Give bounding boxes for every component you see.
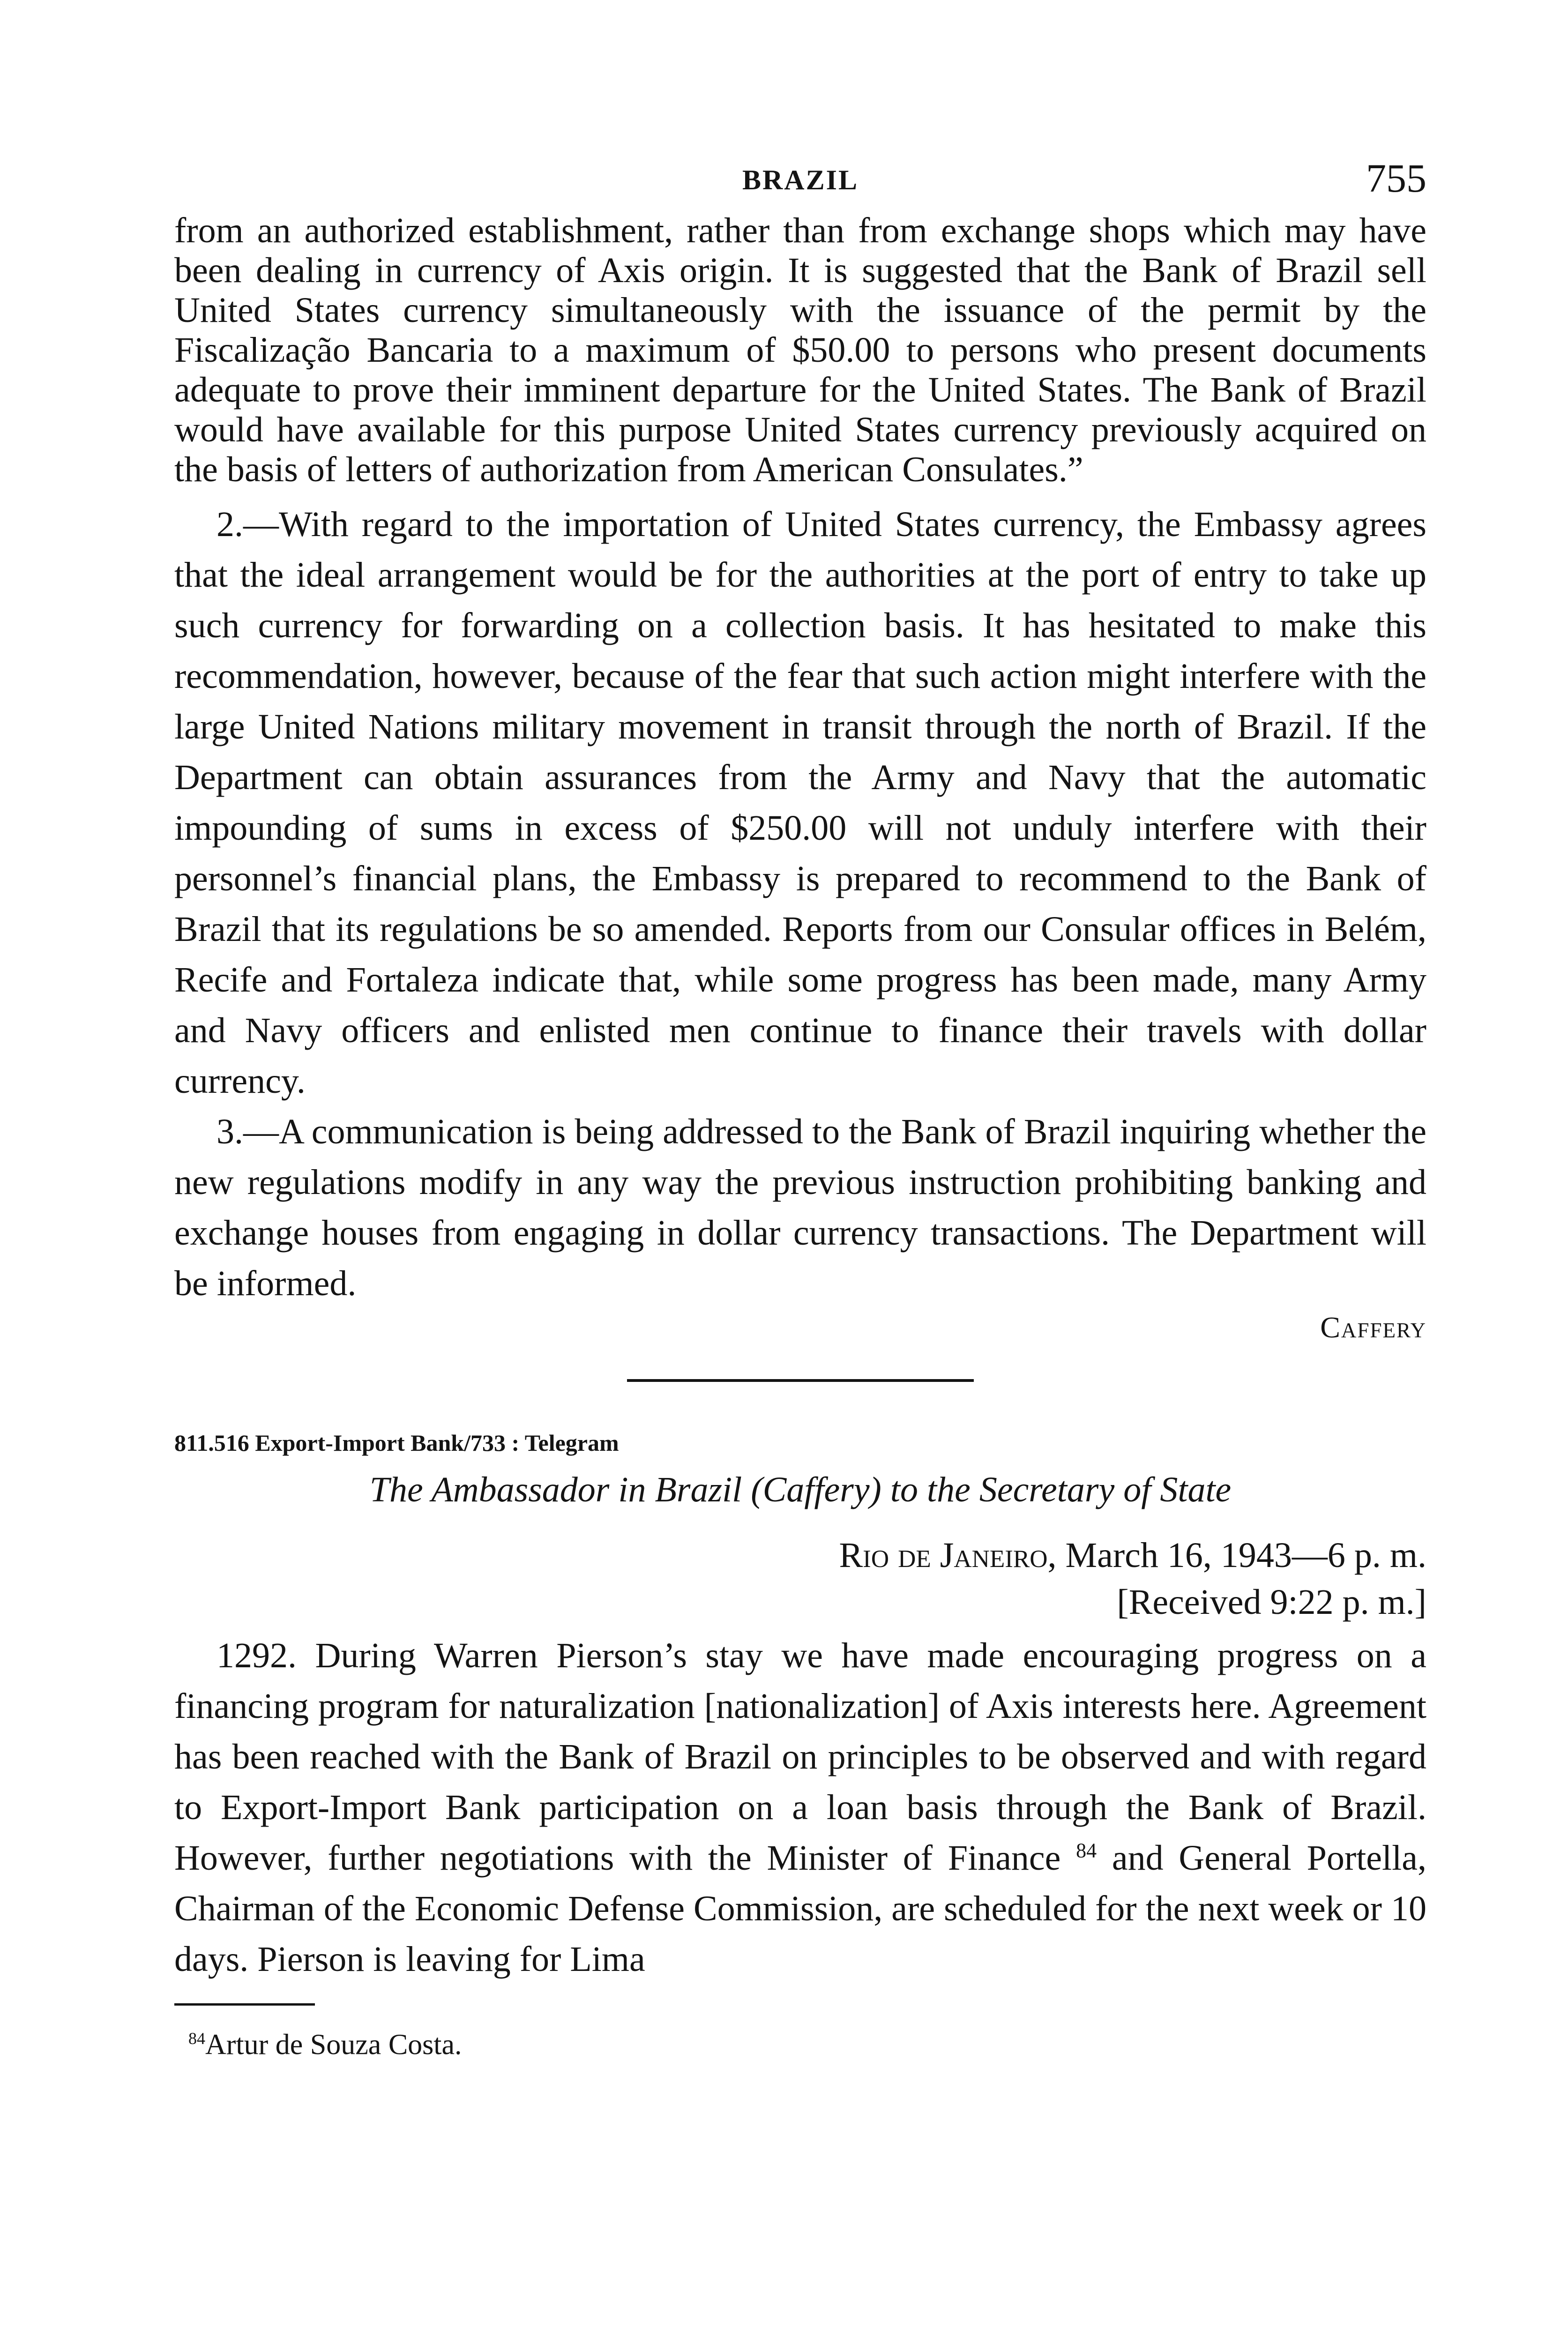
dateline xyxy=(174,1532,1426,1579)
signature: Caffery xyxy=(1320,1311,1426,1344)
footnote-divider xyxy=(174,2003,315,2006)
received-time: [Received 9:22 p. m.] xyxy=(1117,1582,1426,1622)
telegram-body-text-2: and General Portella, Chairman of the Economic Defense Commission, are scheduled for the next week or 10 days. Pierson is leaving for Lima xyxy=(174,1838,1427,1979)
quoted-paragraph: from an authorized establishment, rather than from exchange shops which may have been dealing in currency of Axis origin. It is suggested that the Bank of Brazil sell United States currency simultaneously with the issuance of the permit by the Fiscalização Bancaria to a maximum of $50.00 to persons who present documents adequate to prove their imminent departure for the United States. The Bank of Brazil would have available for this purpose United States currency previously acquired on the basis of letters of authorization from American Consulates.” xyxy=(174,211,1426,489)
file-reference: 811.516 Export-Import Bank/733 : Telegram xyxy=(174,1430,619,1456)
paragraph-2: 2.—With regard to the importation of United States currency, the Embassy agrees that the ideal arrangement would be for the authorities at the port of entry to take up such currency for forwarding on a collection basis. It has hesitated to make this recommendation, however, because of the fear that such action might interfere with the large United Nations military movement in transit through the north of Brazil. If the Department can obtain assurances from the Army and Navy that the automatic impounding of sums in excess of $250.00 will not unduly interfere with their personnel’s financial plans, the Embassy is prepared to recommend to the Bank of Brazil that its regulations be so amended. Reports from our Consular offices in Belém, Recife and Fortaleza indicate that, while some progress has been made, many Army and Navy officers and enlisted men continue to finance their travels with dollar currency. xyxy=(174,505,1426,1101)
footnote-text: Artur de Souza Costa. xyxy=(205,2029,462,2061)
dateline-date: March 16, 1943—6 p. m. xyxy=(1065,1536,1426,1575)
telegram-body xyxy=(174,1630,1426,1985)
page-number: 755 xyxy=(1366,156,1426,201)
document-title: The Ambassador in Brazil (Caffery) to the Secretary of State xyxy=(369,1470,1232,1509)
paragraph-3: 3.—A communication is being addressed to the Bank of Brazil inquiring whether the new regulations modify in any way the previous instruction prohibiting banking and exchange houses from engaging in dollar currency transactions. The Department will be informed. xyxy=(174,1112,1426,1303)
footnote-reference[interactable]: 84 xyxy=(1076,1839,1097,1862)
section-divider xyxy=(627,1379,974,1382)
telegram-body-text-1: 1292. During Warren Pierson’s stay we have made encouraging progress on a financing program for naturalization [nationalization] of Axis interests here. Agreement has been reached with the Bank of Brazil on principles to be observed and with regard to Export-Import Bank participation on a loan basis through the Bank of Brazil. However, further negotiations with the Minister of Finance xyxy=(174,1636,1426,1878)
dateline-place: Rio de Janeiro, xyxy=(839,1536,1057,1575)
running-header xyxy=(174,155,1426,211)
footnote-marker: 84 xyxy=(188,2029,205,2048)
document-page xyxy=(174,155,1426,2064)
running-title: BRAZIL xyxy=(742,164,859,195)
footnote xyxy=(174,2020,1426,2064)
